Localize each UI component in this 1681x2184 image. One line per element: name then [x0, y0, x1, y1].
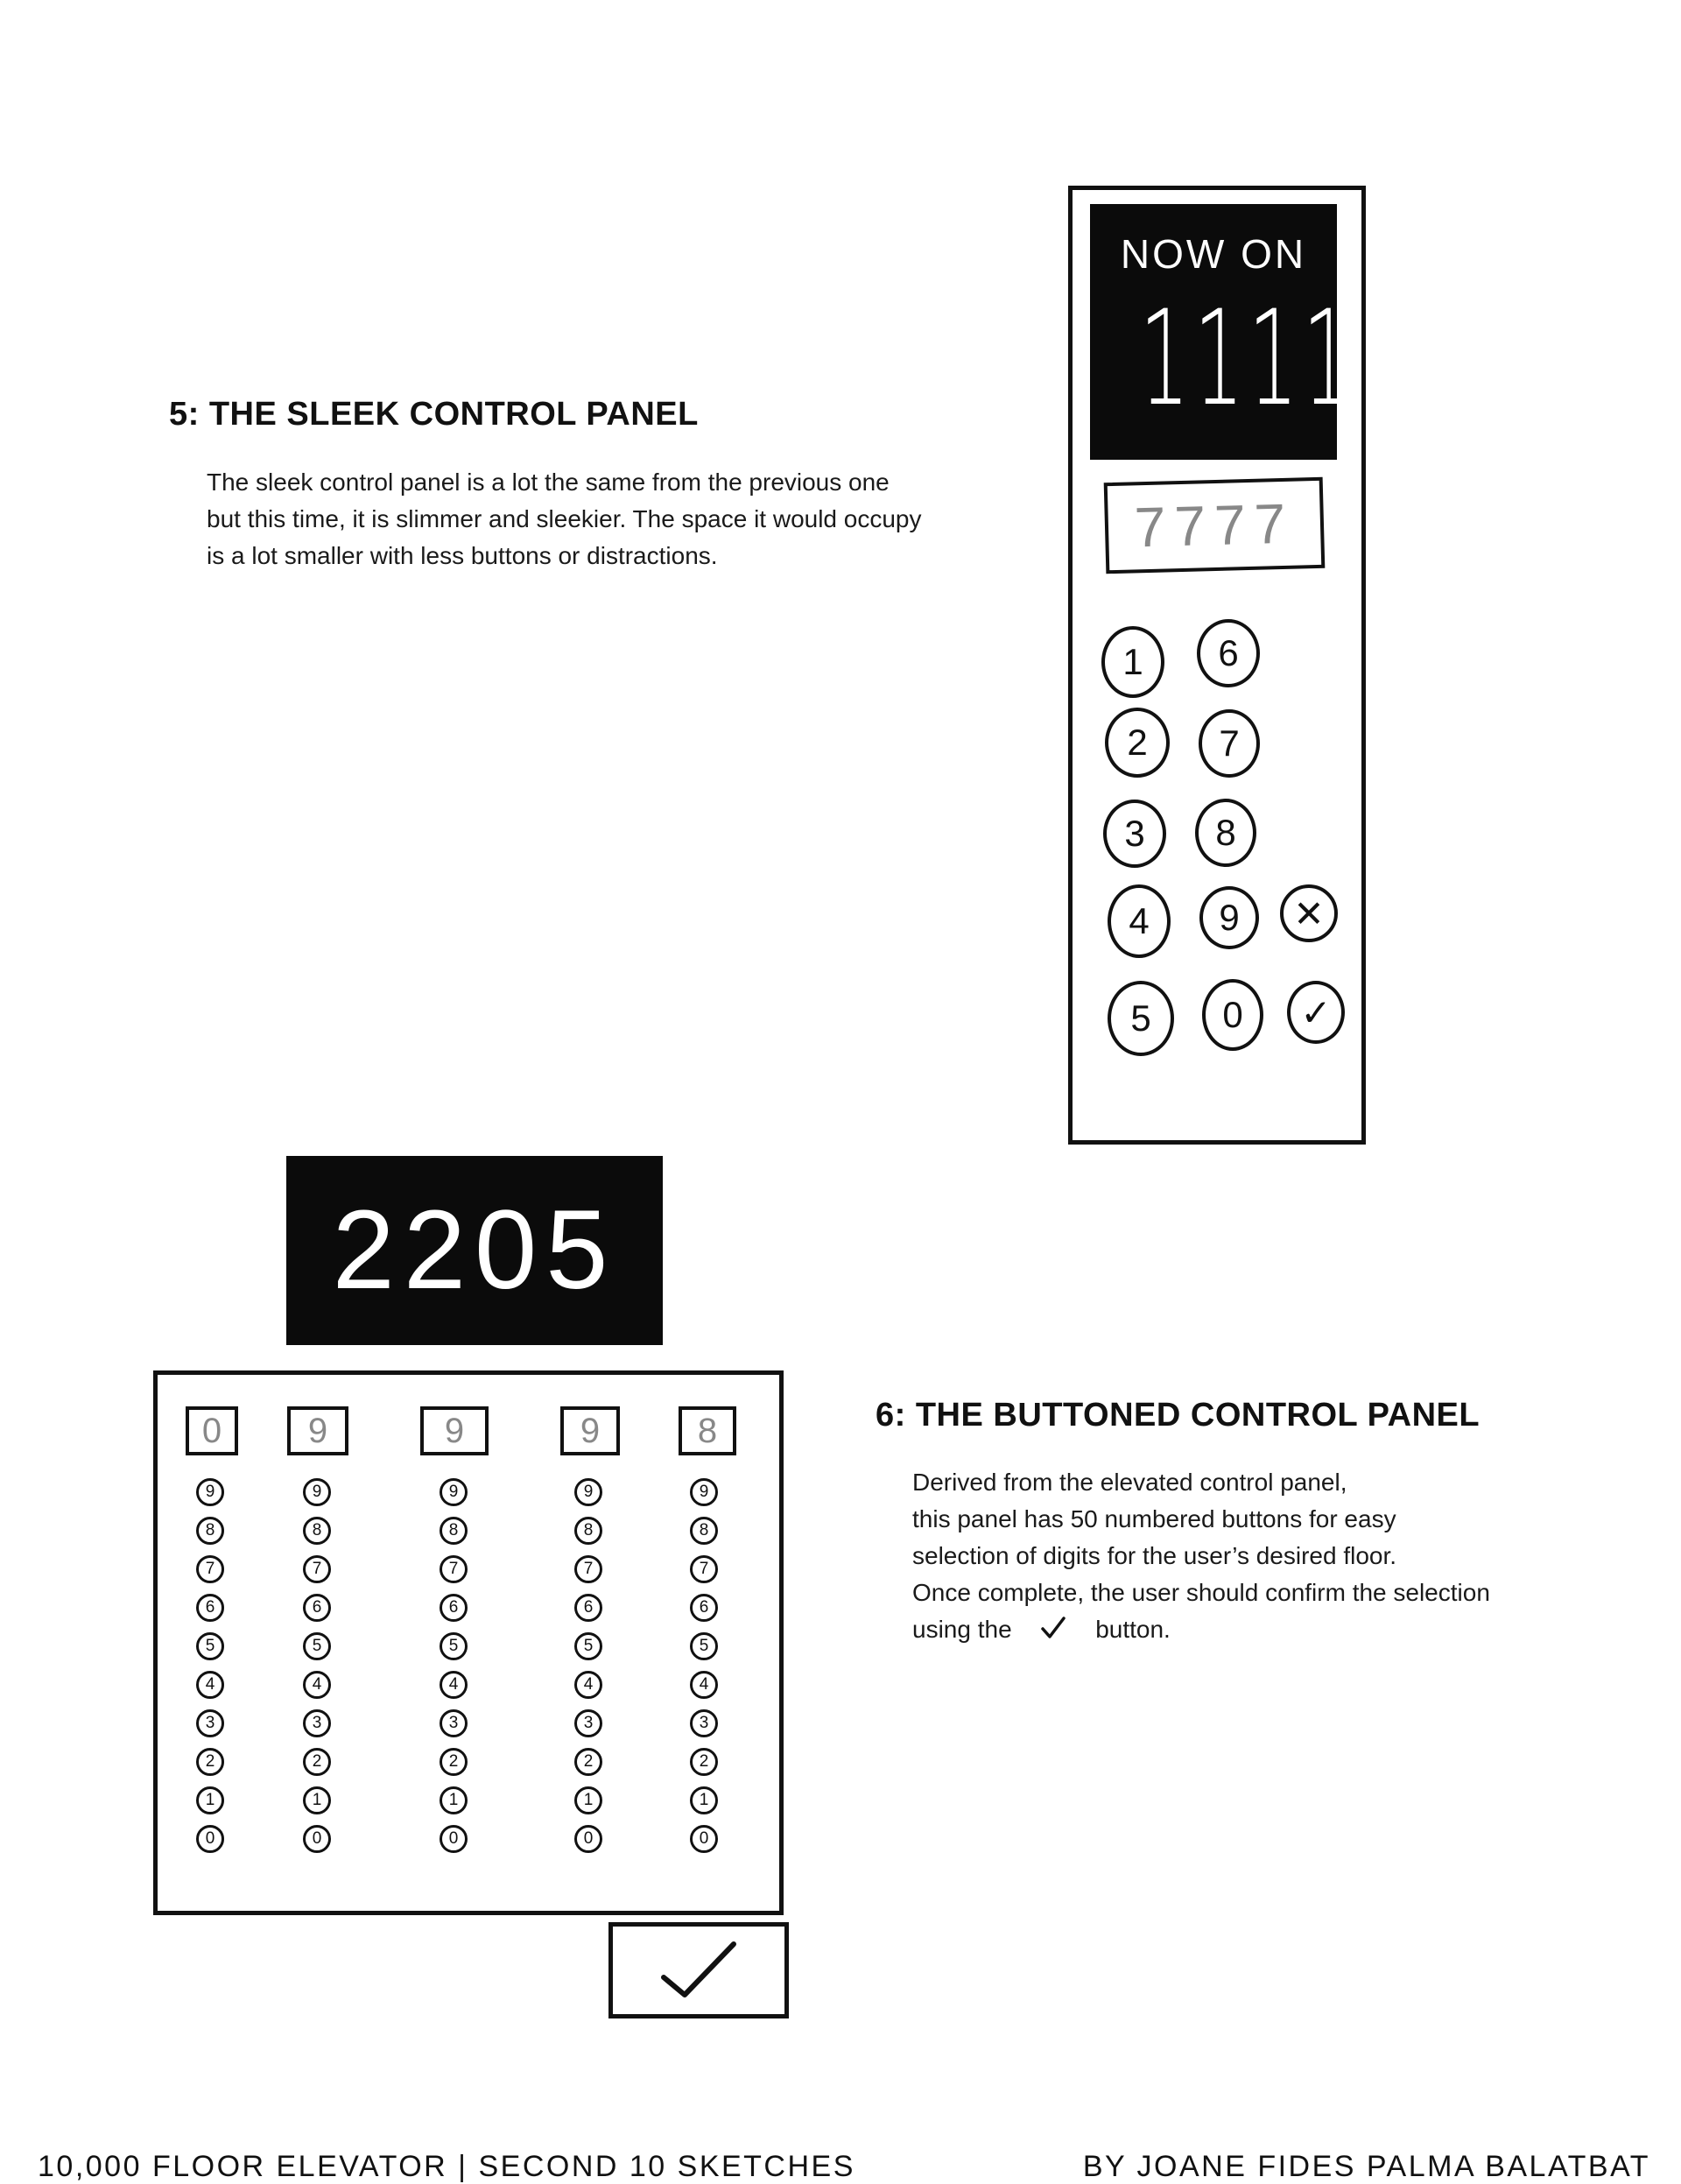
keypad-button-8[interactable]: 8 — [1195, 799, 1256, 867]
digit-button[interactable]: 3 — [574, 1709, 602, 1737]
footer-author: BY JOANE FIDES PALMA BALATBAT — [1082, 2150, 1650, 2183]
digit-button[interactable]: 7 — [690, 1555, 718, 1583]
digit-button[interactable]: 4 — [303, 1671, 331, 1699]
section6-line-suffix: button. — [1095, 1616, 1171, 1643]
digit-button[interactable]: 9 — [440, 1478, 468, 1506]
keypad-button-7[interactable]: 7 — [1199, 709, 1260, 778]
now-on-display — [1090, 204, 1357, 460]
checkmark-icon — [658, 1939, 739, 2002]
digit-button[interactable]: 1 — [440, 1786, 468, 1814]
digit-button[interactable]: 0 — [196, 1825, 224, 1853]
digit-button[interactable]: 2 — [303, 1748, 331, 1776]
checkmark-icon — [1027, 1615, 1080, 1641]
digit-button[interactable]: 7 — [440, 1555, 468, 1583]
keypad-confirm-button[interactable]: ✓ — [1287, 981, 1345, 1044]
digit-button[interactable]: 3 — [303, 1709, 331, 1737]
section5-description — [207, 464, 922, 574]
digit-button[interactable]: 5 — [303, 1632, 331, 1660]
keypad-button-2[interactable]: 2 — [1105, 708, 1170, 778]
digit-button[interactable]: 1 — [690, 1786, 718, 1814]
confirm-button[interactable] — [608, 1922, 789, 2018]
digit-button[interactable]: 5 — [574, 1632, 602, 1660]
column-4-display: 9 — [560, 1406, 620, 1455]
digit-button[interactable]: 0 — [440, 1825, 468, 1853]
digit-button[interactable]: 9 — [690, 1478, 718, 1506]
digit-button[interactable]: 1 — [303, 1786, 331, 1814]
section6-description — [912, 1464, 1490, 1648]
floor-display: 2205 — [286, 1156, 663, 1345]
section5-line: is a lot smaller with less buttons or distractions. — [207, 542, 718, 569]
digit-button[interactable]: 2 — [574, 1748, 602, 1776]
digit-column-1 — [196, 1478, 228, 1863]
keypad-button-3[interactable]: 3 — [1103, 800, 1166, 868]
digit-button[interactable]: 8 — [303, 1517, 331, 1545]
section5-heading: 5: THE SLEEK CONTROL PANEL — [169, 396, 699, 433]
buttoned-control-panel — [153, 1370, 784, 1915]
digit-button[interactable]: 5 — [196, 1632, 224, 1660]
digit-button[interactable]: 5 — [690, 1632, 718, 1660]
keypad-button-9[interactable]: 9 — [1199, 886, 1259, 949]
now-on-label: NOW ON — [1120, 231, 1307, 277]
keypad-button-6[interactable]: 6 — [1197, 619, 1260, 687]
section5-line: The sleek control panel is a lot the same from the previous one — [207, 469, 890, 496]
digit-button[interactable]: 3 — [440, 1709, 468, 1737]
digit-button[interactable]: 9 — [303, 1478, 331, 1506]
column-1-display: 0 — [186, 1406, 238, 1455]
digit-button[interactable]: 8 — [196, 1517, 224, 1545]
digit-button[interactable]: 0 — [574, 1825, 602, 1853]
digit-column-2 — [303, 1478, 334, 1863]
digit-button[interactable]: 7 — [196, 1555, 224, 1583]
digit-column-5 — [690, 1478, 721, 1863]
digit-button[interactable]: 2 — [196, 1748, 224, 1776]
section6-line: this panel has 50 numbered buttons for easy — [912, 1505, 1396, 1532]
column-3-display: 9 — [420, 1406, 489, 1455]
digit-button[interactable]: 6 — [196, 1594, 224, 1622]
digit-button[interactable]: 1 — [574, 1786, 602, 1814]
section6-line: Once complete, the user should confirm the selection — [912, 1579, 1490, 1606]
digit-button[interactable]: 0 — [690, 1825, 718, 1853]
section5-line: but this time, it is slimmer and sleekier. The space it would occupy — [207, 505, 922, 532]
digit-button[interactable]: 1 — [196, 1786, 224, 1814]
section6-line-prefix: using the — [912, 1616, 1012, 1643]
digit-button[interactable]: 0 — [303, 1825, 331, 1853]
keypad-button-4[interactable]: 4 — [1108, 884, 1171, 958]
section6-line-last — [912, 1611, 1490, 1648]
digit-button[interactable]: 6 — [690, 1594, 718, 1622]
digit-button[interactable]: 3 — [690, 1709, 718, 1737]
digit-button[interactable]: 3 — [196, 1709, 224, 1737]
digit-button[interactable]: 5 — [440, 1632, 468, 1660]
footer-title: 10,000 FLOOR ELEVATOR | SECOND 10 SKETCHES — [38, 2150, 855, 2183]
digit-button[interactable]: 4 — [574, 1671, 602, 1699]
digit-button[interactable]: 8 — [440, 1517, 468, 1545]
digit-button[interactable]: 6 — [440, 1594, 468, 1622]
keypad-button-0[interactable]: 0 — [1202, 979, 1263, 1051]
keypad-button-1[interactable]: 1 — [1101, 626, 1164, 698]
keypad-cancel-button[interactable]: ✕ — [1280, 884, 1338, 942]
digit-button[interactable]: 7 — [303, 1555, 331, 1583]
digit-button[interactable]: 4 — [196, 1671, 224, 1699]
column-5-display: 8 — [679, 1406, 736, 1455]
digit-column-4 — [574, 1478, 606, 1863]
digit-button[interactable]: 8 — [690, 1517, 718, 1545]
digit-button[interactable]: 2 — [690, 1748, 718, 1776]
digit-button[interactable]: 6 — [574, 1594, 602, 1622]
digit-button[interactable]: 9 — [196, 1478, 224, 1506]
keypad-button-5[interactable]: 5 — [1108, 981, 1174, 1056]
digit-button[interactable]: 9 — [574, 1478, 602, 1506]
current-floor-value: 1111 — [1139, 283, 1357, 435]
section6-heading: 6: THE BUTTONED CONTROL PANEL — [876, 1397, 1481, 1434]
digit-button[interactable]: 2 — [440, 1748, 468, 1776]
digit-button[interactable]: 7 — [574, 1555, 602, 1583]
digit-button[interactable]: 4 — [440, 1671, 468, 1699]
digit-button[interactable]: 6 — [303, 1594, 331, 1622]
section6-line: Derived from the elevated control panel, — [912, 1469, 1347, 1496]
column-2-display: 9 — [287, 1406, 348, 1455]
floor-entry-display: 7777 — [1104, 477, 1326, 574]
digit-button[interactable]: 4 — [690, 1671, 718, 1699]
digit-column-3 — [440, 1478, 471, 1863]
digit-button[interactable]: 8 — [574, 1517, 602, 1545]
section6-line: selection of digits for the user’s desired floor. — [912, 1542, 1397, 1569]
